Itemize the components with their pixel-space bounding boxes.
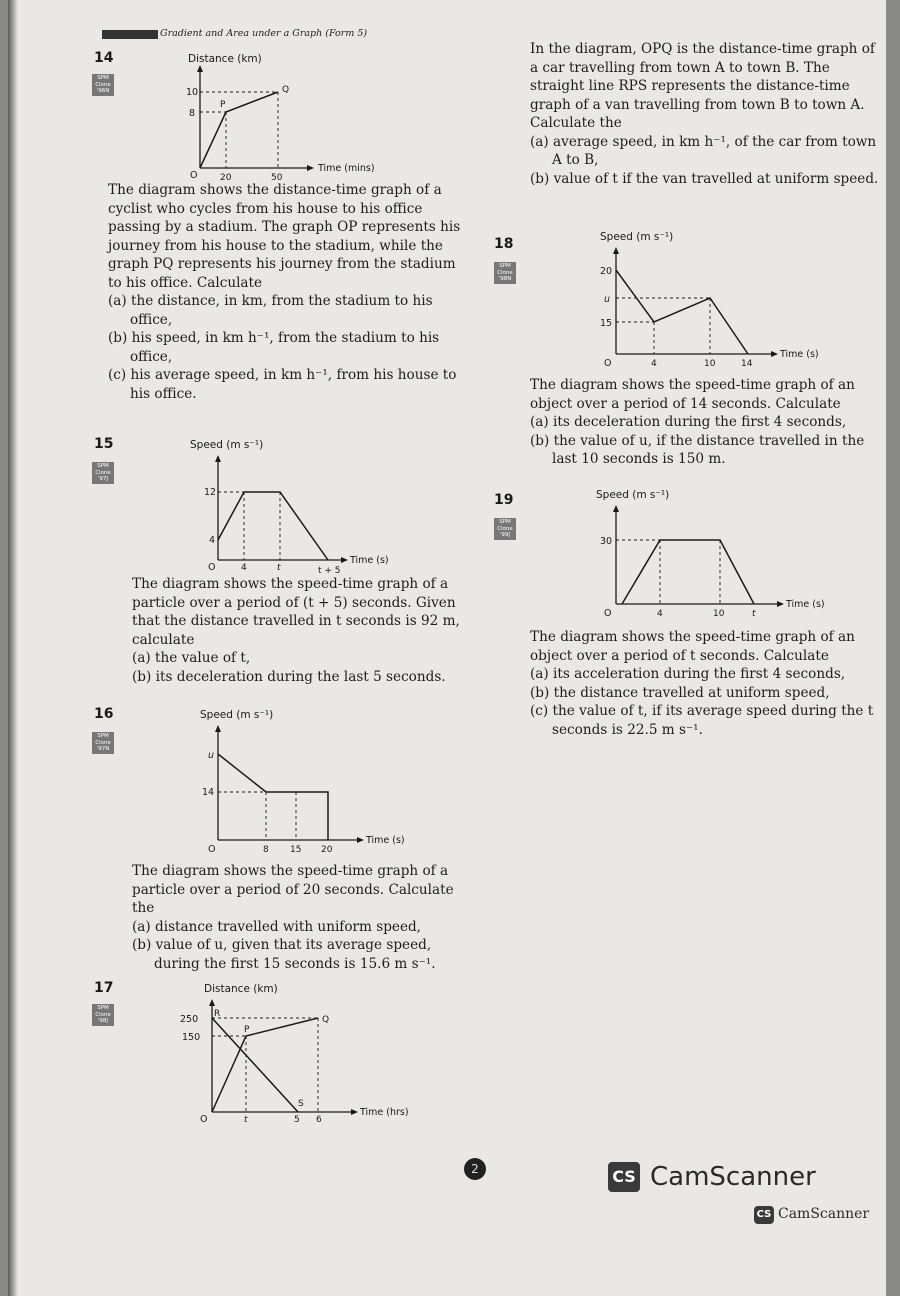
svg-text:4: 4	[241, 563, 247, 573]
svg-text:O: O	[604, 358, 612, 369]
svg-text:14: 14	[741, 359, 753, 369]
question-number-16: 16	[94, 706, 114, 722]
camscanner-brand-small: CamScanner	[778, 1206, 870, 1222]
spm-badge-14: SPM Clone '96N	[92, 74, 114, 96]
svg-text:4: 4	[209, 535, 216, 546]
graph-q15-ylabel: Speed (m s⁻¹)	[190, 439, 264, 451]
spm-badge-16: SPM Clone '97N	[92, 732, 114, 754]
q17-text: In the diagram, OPQ is the distance-time graph of a car travelling from town A to town B. The straight line RPS represents the distance-time graph of a van travelling from town B to town A. Calculate the (a) average speed, in km h⁻¹, of the car from town A to B, (b) value of t if the van travelled at uniform speed.	[530, 41, 879, 187]
graph-q17-ylabel: Distance (km)	[204, 983, 278, 995]
svg-text:O: O	[604, 608, 612, 619]
svg-text:u: u	[208, 750, 215, 761]
svg-text:6: 6	[316, 1115, 322, 1125]
document-page	[8, 0, 886, 1296]
svg-text:10: 10	[186, 87, 199, 98]
question-number-17: 17	[94, 980, 114, 996]
graph-q17-xlabel: Time (hrs)	[360, 1107, 409, 1118]
svg-text:S: S	[298, 1099, 304, 1109]
graph-q16	[188, 706, 428, 858]
q14-text: The diagram shows the distance-time graph of a cyclist who cycles from his house to his office passing by a stadium. The graph OP represents his journey from his house to the stadium, while the graph PQ represents his journey from the stadium to his office. Calculate (a) the distance, in km, from the stadium to his office, (b) his speed, in km h⁻¹, from the stadium to his office, (c) his average speed, in km h⁻¹, from his house to his office.	[108, 182, 461, 402]
svg-text:4: 4	[657, 609, 663, 619]
spm-badge-17: SPM Clone '98J	[92, 1004, 114, 1026]
graph-q14-xlabel: Time (mins)	[318, 163, 375, 174]
header-bar	[102, 30, 158, 39]
svg-text:P: P	[244, 1025, 250, 1035]
graph-q15-xlabel: Time (s)	[350, 555, 389, 566]
svg-text:t: t	[244, 1115, 248, 1125]
graph-q19-xlabel: Time (s)	[786, 599, 825, 610]
question-number-18: 18	[494, 236, 514, 252]
graph-q18-ylabel: Speed (m s⁻¹)	[600, 231, 674, 243]
svg-text:8: 8	[263, 845, 269, 855]
graph-q16-xlabel: Time (s)	[366, 835, 405, 846]
svg-text:t: t	[752, 609, 756, 619]
svg-text:4: 4	[651, 359, 657, 369]
svg-text:15: 15	[600, 318, 613, 329]
svg-text:14: 14	[202, 787, 215, 798]
svg-text:10: 10	[713, 609, 725, 619]
question-number-15: 15	[94, 436, 114, 452]
camscanner-brand: CamScanner	[650, 1162, 816, 1192]
graph-q15	[188, 436, 418, 578]
svg-text:10: 10	[704, 359, 716, 369]
graph-q14	[158, 50, 388, 180]
svg-text:t + 5: t + 5	[318, 566, 341, 576]
q16-text: The diagram shows the speed-time graph of a particle over a period of 20 seconds. Calculate the (a) distance travelled with uniform speed, (b) value of u, given that its average speed, during the first 15 seconds is 15.6 m s⁻¹.	[132, 863, 454, 972]
svg-text:O: O	[200, 1114, 208, 1125]
page-shadow	[8, 0, 18, 1296]
question-number-19: 19	[494, 492, 514, 508]
question-number-14: 14	[94, 50, 114, 66]
q15-text: The diagram shows the speed-time graph of a particle over a period of (t + 5) seconds. Given that the distance travelled in t seconds is 92 m, calculate (a) the value of t, (b) its deceleration during the last 5 seconds.	[132, 576, 460, 685]
svg-text:20: 20	[321, 845, 333, 855]
svg-text:R: R	[214, 1009, 221, 1019]
graph-q17	[178, 980, 438, 1126]
camscanner-logo-small-icon: CS	[754, 1206, 774, 1224]
svg-text:20: 20	[600, 266, 613, 277]
svg-text:30: 30	[600, 536, 613, 547]
svg-text:t: t	[277, 563, 281, 573]
graph-q18	[578, 226, 858, 372]
svg-text:150: 150	[182, 1032, 201, 1043]
graph-q16-ylabel: Speed (m s⁻¹)	[200, 709, 274, 721]
spm-badge-18: SPM Clone '98N	[494, 262, 516, 284]
header-title: Gradient and Area under a Graph (Form 5)	[160, 28, 368, 39]
svg-text:Q: Q	[322, 1015, 330, 1025]
svg-text:12: 12	[204, 487, 217, 498]
q19-text: The diagram shows the speed-time graph of an object over a period of t seconds. Calculate (a) its acceleration during the first 4 seconds, (b) the distance travelled at uniform speed, (c) the value of t, if its average speed during the t seconds is 22.5 m s⁻¹.	[530, 629, 874, 738]
spm-badge-19: SPM Clone '99J	[494, 518, 516, 540]
svg-text:250: 250	[180, 1014, 199, 1025]
spm-badge-15: SPM Clone '97J	[92, 462, 114, 484]
svg-text:5: 5	[294, 1115, 300, 1125]
svg-text:15: 15	[290, 845, 302, 855]
graph-q18-xlabel: Time (s)	[780, 349, 819, 360]
svg-text:8: 8	[189, 108, 196, 119]
svg-text:P: P	[220, 100, 226, 110]
svg-text:O: O	[208, 844, 216, 855]
q18-text: The diagram shows the speed-time graph of an object over a period of 14 seconds. Calculate (a) its deceleration during the first 4 seconds, (b) the value of u, if the distance travelled in the last 10 seconds is 150 m.	[530, 377, 865, 467]
svg-text:O: O	[190, 170, 198, 180]
graph-q19-ylabel: Speed (m s⁻¹)	[596, 489, 670, 501]
graph-q19	[578, 484, 858, 624]
svg-text:u: u	[604, 294, 611, 305]
graph-q14-ylabel: Distance (km)	[188, 53, 262, 65]
svg-text:O: O	[208, 562, 216, 573]
svg-text:Q: Q	[282, 85, 290, 95]
svg-text:20: 20	[220, 173, 232, 180]
camscanner-logo-icon: CS	[608, 1162, 640, 1192]
svg-text:50: 50	[271, 173, 283, 180]
page-number: 2	[464, 1158, 486, 1180]
